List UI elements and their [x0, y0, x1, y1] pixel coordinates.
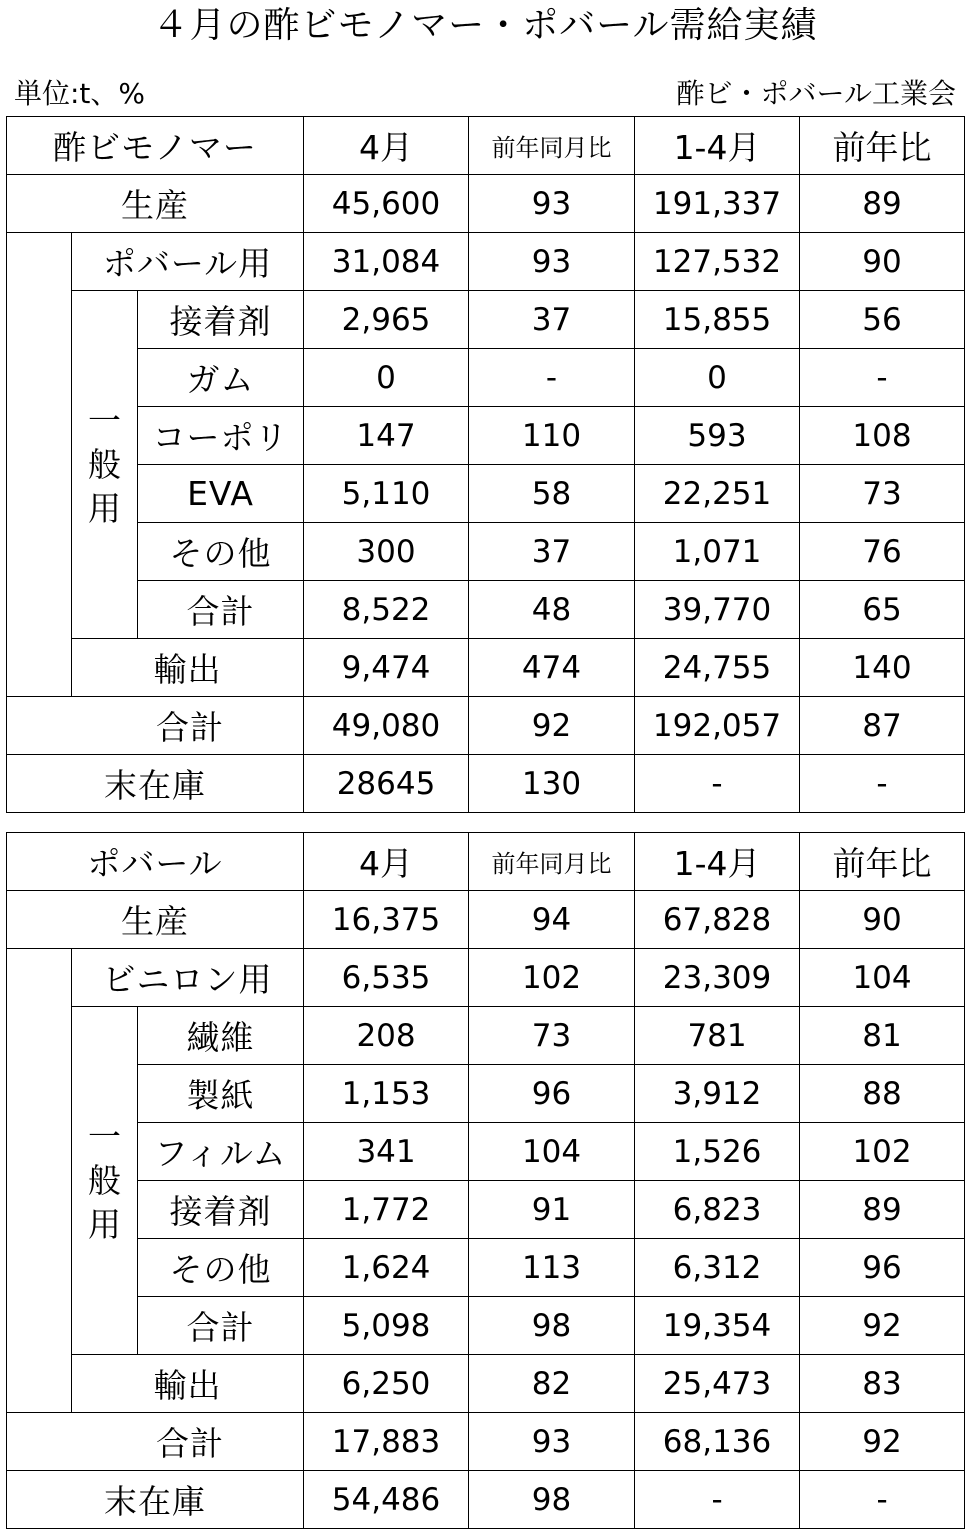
table-row [7, 581, 965, 639]
yoy-month-value: 82 [469, 1355, 635, 1413]
month-value: 6,535 [304, 949, 469, 1007]
yoy-ytd-value: 140 [800, 639, 965, 697]
general-use-label [72, 1007, 138, 1355]
ytd-value: - [635, 1471, 800, 1529]
table-row [7, 1181, 965, 1239]
row-label: 繊維 [138, 1007, 304, 1065]
row-label: 末在庫 [7, 755, 304, 813]
yoy-ytd-value: 90 [800, 891, 965, 949]
ytd-value: 191,337 [635, 175, 800, 233]
yoy-ytd-value: 104 [800, 949, 965, 1007]
row-label: 合計 [138, 581, 304, 639]
yoy-ytd-value: 102 [800, 1123, 965, 1181]
table-row [7, 523, 965, 581]
yoy-month-value: 104 [469, 1123, 635, 1181]
table-row [7, 1007, 965, 1065]
month-value: 1,624 [304, 1239, 469, 1297]
row-label: 合計 [7, 697, 304, 755]
yoy-month-value: - [469, 349, 635, 407]
vinyl-acetate-monomer-table [6, 116, 965, 813]
row-label: 接着剤 [138, 1181, 304, 1239]
table-row [7, 1471, 965, 1529]
yoy-month-value: 37 [469, 523, 635, 581]
yoy-month-value: 37 [469, 291, 635, 349]
ytd-value: 0 [635, 349, 800, 407]
column-header-ytd: 1-4月 [635, 117, 800, 175]
month-value: 54,486 [304, 1471, 469, 1529]
table-heading: ポバール [7, 833, 304, 891]
row-label: 生産 [7, 175, 304, 233]
table-row [7, 891, 965, 949]
row-label: 生産 [7, 891, 304, 949]
month-value: 17,883 [304, 1413, 469, 1471]
month-value: 300 [304, 523, 469, 581]
table-row [7, 1355, 965, 1413]
month-value: 9,474 [304, 639, 469, 697]
ytd-value: 67,828 [635, 891, 800, 949]
yoy-month-value: 96 [469, 1065, 635, 1123]
table-row [7, 755, 965, 813]
row-label: フィルム [138, 1123, 304, 1181]
month-value: 8,522 [304, 581, 469, 639]
table-row [7, 407, 965, 465]
ytd-value: 25,473 [635, 1355, 800, 1413]
row-label: 製紙 [138, 1065, 304, 1123]
yoy-month-value: 130 [469, 755, 635, 813]
yoy-ytd-value: 92 [800, 1413, 965, 1471]
row-label: EVA [138, 465, 304, 523]
column-header-month: 4月 [304, 117, 469, 175]
ytd-value: 68,136 [635, 1413, 800, 1471]
yoy-ytd-value: 87 [800, 697, 965, 755]
table-row [7, 949, 965, 1007]
general-use-char: 般 [88, 444, 121, 484]
ytd-value: 22,251 [635, 465, 800, 523]
indent-cell [7, 233, 72, 697]
table-row [7, 1239, 965, 1297]
table-row [7, 233, 965, 291]
ytd-value: 23,309 [635, 949, 800, 1007]
row-label: 輸出 [72, 1355, 304, 1413]
table-row [7, 1123, 965, 1181]
yoy-ytd-value: - [800, 349, 965, 407]
month-value: 341 [304, 1123, 469, 1181]
yoy-ytd-value: 76 [800, 523, 965, 581]
column-header-month: 4月 [304, 833, 469, 891]
ytd-value: 1,526 [635, 1123, 800, 1181]
yoy-month-value: 92 [469, 697, 635, 755]
yoy-ytd-value: 65 [800, 581, 965, 639]
month-value: 2,965 [304, 291, 469, 349]
month-value: 31,084 [304, 233, 469, 291]
table-row [7, 291, 965, 349]
yoy-month-value: 73 [469, 1007, 635, 1065]
yoy-month-value: 91 [469, 1181, 635, 1239]
column-header-ytd: 1-4月 [635, 833, 800, 891]
month-value: 1,772 [304, 1181, 469, 1239]
ytd-value: 6,312 [635, 1239, 800, 1297]
ytd-value: 19,354 [635, 1297, 800, 1355]
table-row [7, 1413, 965, 1471]
column-header-yoy-month: 前年同月比 [469, 833, 635, 891]
yoy-ytd-value: 83 [800, 1355, 965, 1413]
yoy-month-value: 98 [469, 1471, 635, 1529]
yoy-month-value: 93 [469, 1413, 635, 1471]
ytd-value: 593 [635, 407, 800, 465]
table-row [7, 1297, 965, 1355]
ytd-value: - [635, 755, 800, 813]
table-row [7, 175, 965, 233]
column-header-yoy-month: 前年同月比 [469, 117, 635, 175]
column-header-yoy-ytd: 前年比 [800, 117, 965, 175]
ytd-value: 3,912 [635, 1065, 800, 1123]
yoy-ytd-value: - [800, 1471, 965, 1529]
general-use-label [72, 291, 138, 639]
month-value: 16,375 [304, 891, 469, 949]
yoy-month-value: 94 [469, 891, 635, 949]
yoy-ytd-value: 56 [800, 291, 965, 349]
column-header-yoy-ytd: 前年比 [800, 833, 965, 891]
unit-label: 単位:t、% [14, 77, 146, 110]
yoy-ytd-value: - [800, 755, 965, 813]
ytd-value: 6,823 [635, 1181, 800, 1239]
ytd-value: 781 [635, 1007, 800, 1065]
month-value: 1,153 [304, 1065, 469, 1123]
table-row [7, 349, 965, 407]
row-label: 合計 [7, 1413, 304, 1471]
table-heading: 酢ビモノマー [7, 117, 304, 175]
row-label: ポバール用 [72, 233, 304, 291]
row-label: 輸出 [72, 639, 304, 697]
yoy-month-value: 48 [469, 581, 635, 639]
yoy-ytd-value: 96 [800, 1239, 965, 1297]
general-use-char: 一 [88, 1116, 121, 1156]
month-value: 5,110 [304, 465, 469, 523]
month-value: 28645 [304, 755, 469, 813]
yoy-month-value: 93 [469, 233, 635, 291]
yoy-ytd-value: 81 [800, 1007, 965, 1065]
table-row [7, 697, 965, 755]
month-value: 147 [304, 407, 469, 465]
month-value: 45,600 [304, 175, 469, 233]
row-label: 合計 [138, 1297, 304, 1355]
page-title: ４月の酢ビモノマー・ポバール需給実績 [152, 5, 818, 46]
table-row [7, 465, 965, 523]
header-row [7, 833, 965, 891]
ytd-value: 15,855 [635, 291, 800, 349]
row-label: その他 [138, 1239, 304, 1297]
ytd-value: 192,057 [635, 697, 800, 755]
general-use-char: 一 [88, 400, 121, 440]
yoy-ytd-value: 88 [800, 1065, 965, 1123]
month-value: 5,098 [304, 1297, 469, 1355]
organization-label: 酢ビ・ポバール工業会 [676, 77, 956, 110]
month-value: 208 [304, 1007, 469, 1065]
general-use-char: 用 [88, 1204, 121, 1244]
row-label: その他 [138, 523, 304, 581]
yoy-month-value: 93 [469, 175, 635, 233]
header-row [7, 117, 965, 175]
poval-table [6, 832, 965, 1529]
row-label: ビニロン用 [72, 949, 304, 1007]
yoy-month-value: 98 [469, 1297, 635, 1355]
row-label: ガム [138, 349, 304, 407]
indent-cell [7, 949, 72, 1413]
yoy-ytd-value: 89 [800, 1181, 965, 1239]
table-row [7, 1065, 965, 1123]
general-use-char: 用 [88, 488, 121, 528]
month-value: 49,080 [304, 697, 469, 755]
yoy-month-value: 113 [469, 1239, 635, 1297]
row-label: コーポリ [138, 407, 304, 465]
yoy-ytd-value: 89 [800, 175, 965, 233]
yoy-ytd-value: 90 [800, 233, 965, 291]
row-label: 接着剤 [138, 291, 304, 349]
ytd-value: 1,071 [635, 523, 800, 581]
yoy-month-value: 58 [469, 465, 635, 523]
row-label: 末在庫 [7, 1471, 304, 1529]
month-value: 6,250 [304, 1355, 469, 1413]
yoy-month-value: 110 [469, 407, 635, 465]
yoy-ytd-value: 73 [800, 465, 965, 523]
ytd-value: 39,770 [635, 581, 800, 639]
ytd-value: 24,755 [635, 639, 800, 697]
yoy-month-value: 102 [469, 949, 635, 1007]
month-value: 0 [304, 349, 469, 407]
general-use-char: 般 [88, 1160, 121, 1200]
table-row [7, 639, 965, 697]
yoy-ytd-value: 92 [800, 1297, 965, 1355]
yoy-month-value: 474 [469, 639, 635, 697]
ytd-value: 127,532 [635, 233, 800, 291]
yoy-ytd-value: 108 [800, 407, 965, 465]
